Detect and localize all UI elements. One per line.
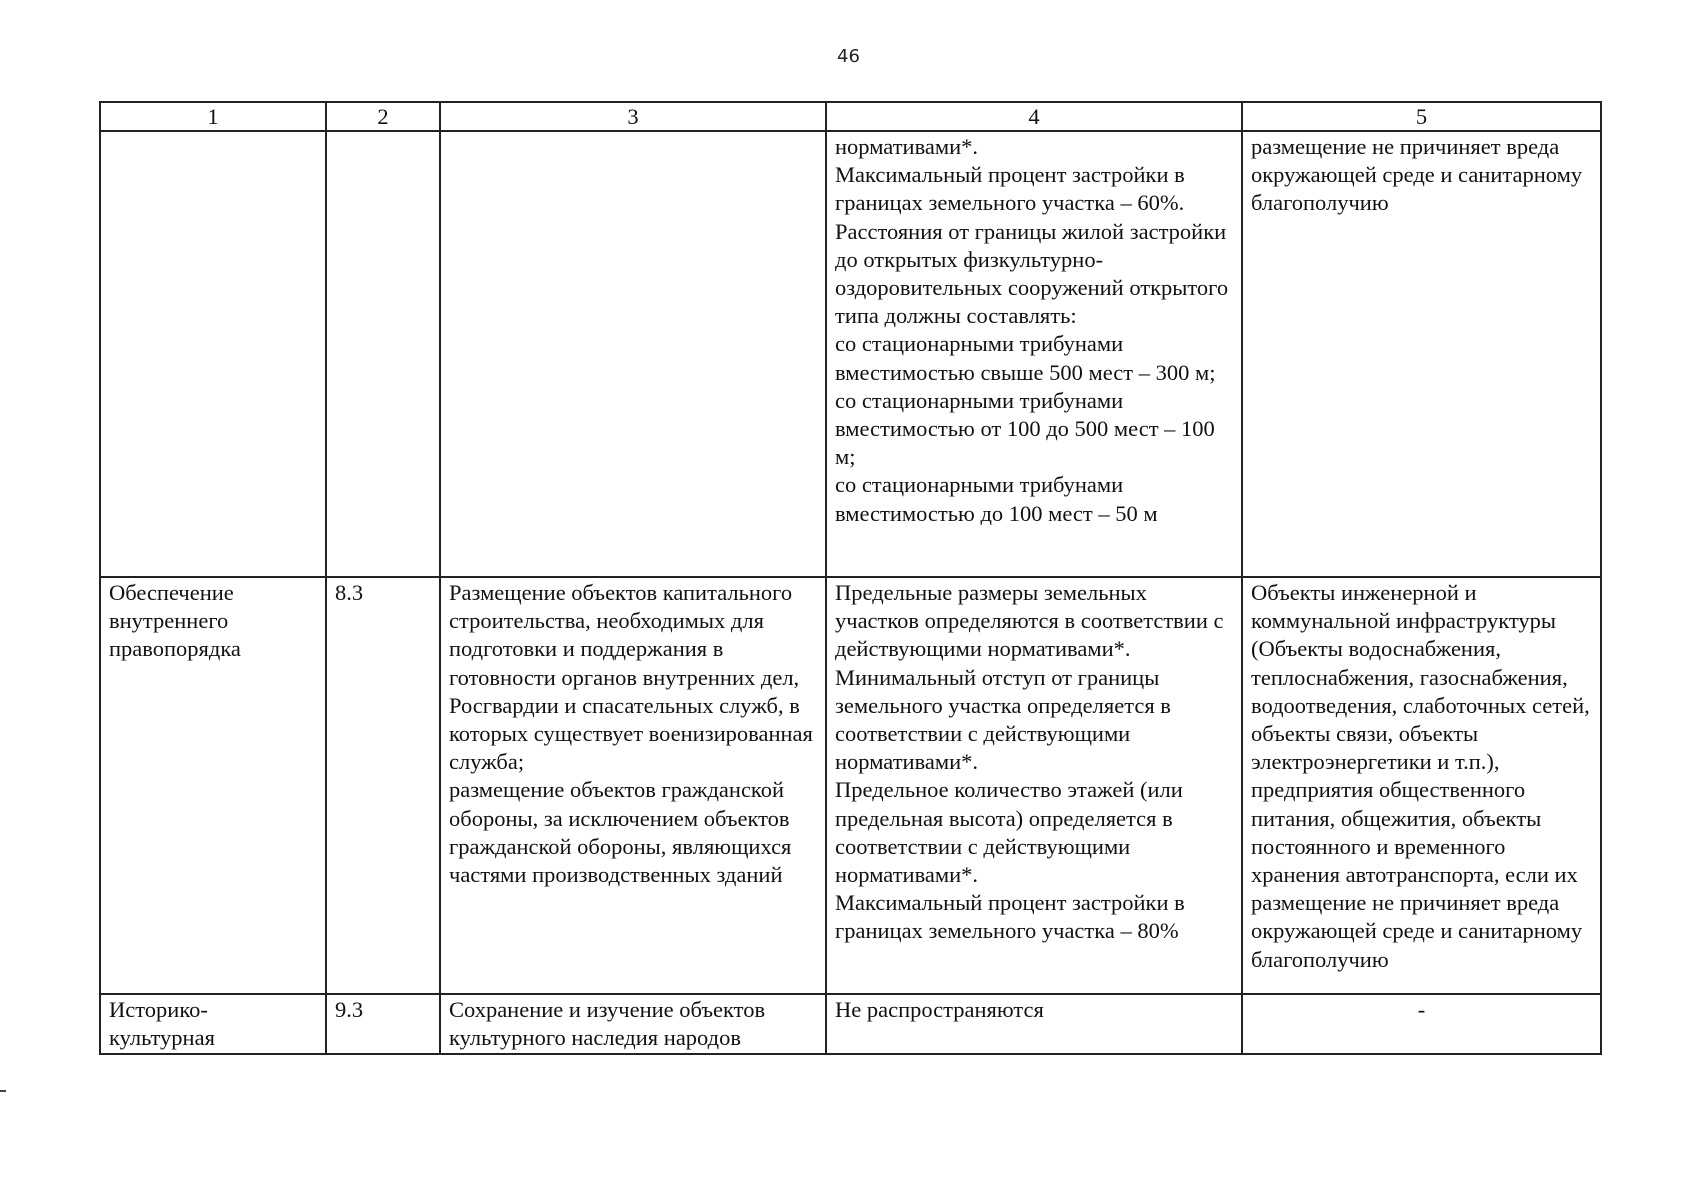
parameters-cell: Не распространяются	[826, 994, 1242, 1054]
column-header-3: 3	[440, 102, 826, 131]
use-description-cell: Сохранение и изучение объектов культурного наследия народов	[440, 994, 826, 1054]
column-header-5: 5	[1242, 102, 1601, 131]
column-header-2: 2	[326, 102, 440, 131]
scan-edge-mark	[0, 1090, 6, 1092]
table-header-row	[100, 102, 1601, 131]
page-number: 46	[837, 46, 860, 67]
use-name-cell	[100, 131, 326, 577]
parameters-cell: Предельные размеры земельных участков определяются в соответствии с действующими нормативами*. Минимальный отступ от границы земельного участка определяется в соответствии с действующими нормативами*. Предельное количество этажей (или предельная высота) определяется в соответствии с действующими нормативами*. Максимальный процент застройки в границах земельного участка – 80%	[826, 577, 1242, 994]
use-code-cell: 9.3	[326, 994, 440, 1054]
zoning-table	[99, 101, 1602, 1055]
auxiliary-uses-cell: -	[1242, 994, 1601, 1054]
use-code-cell: 8.3	[326, 577, 440, 994]
table-row	[100, 994, 1601, 1054]
auxiliary-uses-cell: размещение не причиняет вреда окружающей среде и санитарному благополучию	[1242, 131, 1601, 577]
column-header-1: 1	[100, 102, 326, 131]
use-code-cell	[326, 131, 440, 577]
parameters-cell: нормативами*. Максимальный процент застройки в границах земельного участка – 60%. Расстояния от границы жилой застройки до открытых физкультурно-оздоровительных сооружений открытого типа должны составлять: со стационарными трибунами вместимостью свыше 500 мест – 300 м; со стационарными трибунами вместимостью от 100 до 500 мест – 100 м; со стационарными трибунами вместимостью до 100 мест – 50 м	[826, 131, 1242, 577]
use-description-cell: Размещение объектов капитального строительства, необходимых для подготовки и поддержания в готовности органов внутренних дел, Росгвардии и спасательных служб, в которых существует военизированная служба; размещение объектов гражданской обороны, за исключением объектов гражданской обороны, являющихся частями производственных зданий	[440, 577, 826, 994]
use-name-cell: Обеспечение внутреннего правопорядка	[100, 577, 326, 994]
use-description-cell	[440, 131, 826, 577]
auxiliary-uses-cell: Объекты инженерной и коммунальной инфраструктуры (Объекты водоснабжения, теплоснабжения, газоснабжения, водоотведения, слаботочных сетей, объекты связи, объекты электроэнергетики и т.п.), предприятия общественного питания, общежития, объекты постоянного и временного хранения автотранспорта, если их размещение не причиняет вреда окружающей среде и санитарному благополучию	[1242, 577, 1601, 994]
table-row	[100, 577, 1601, 994]
use-name-cell: Историко- культурная	[100, 994, 326, 1054]
table-row	[100, 131, 1601, 577]
column-header-4: 4	[826, 102, 1242, 131]
